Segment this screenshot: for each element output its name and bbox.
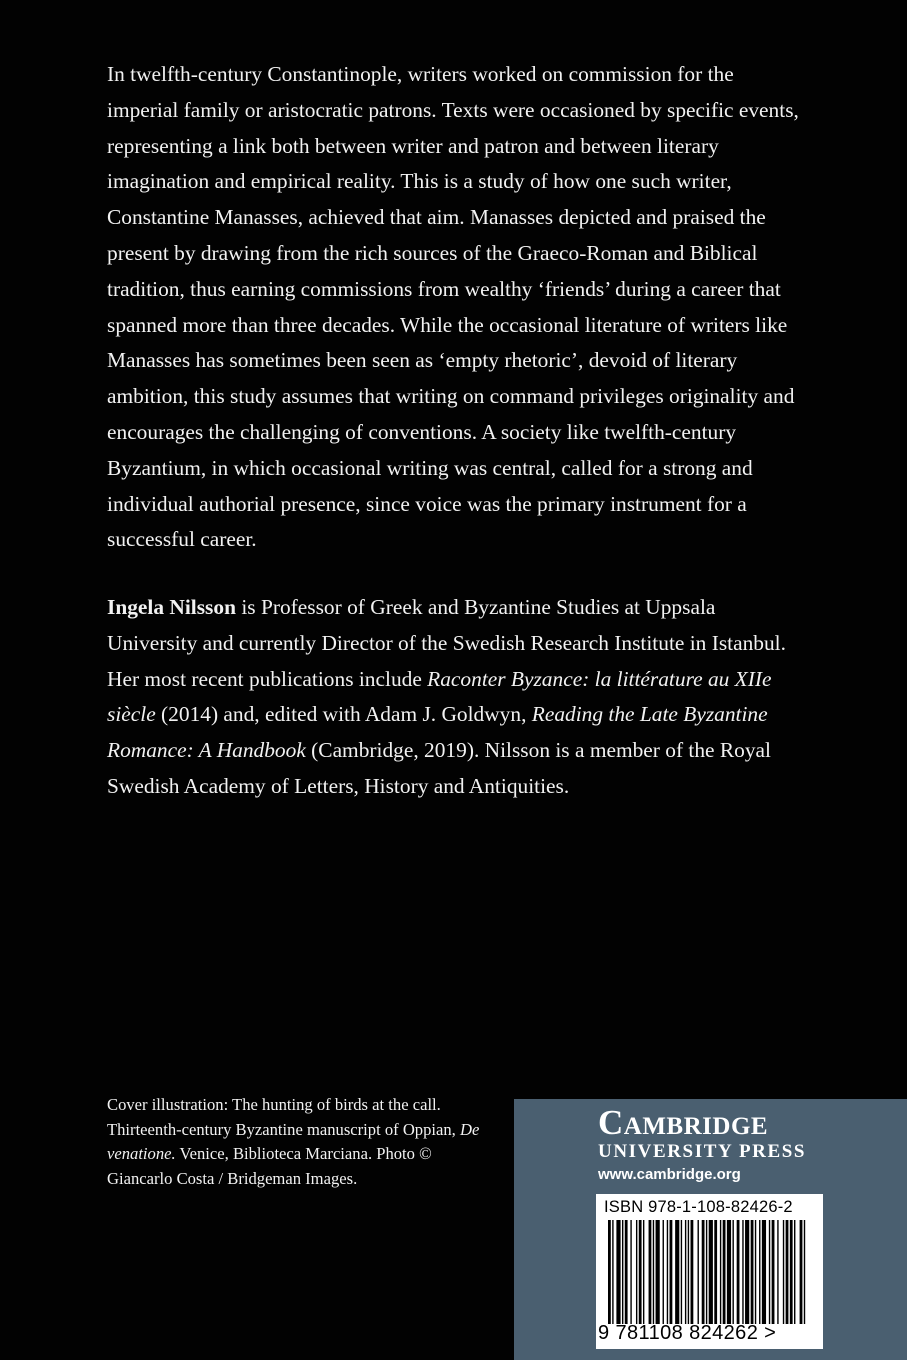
book-description: In twelfth-century Constantinople, writers worked on commission for the imperial family or aristocratic patrons. Texts were occasioned by specific events, representing a link both between writer and patron and between literary imagination and empirical reality. This is a study of how one such writer, Constantine Manasses, achieved that aim. Manasses depicted and praised the present by drawing from the rich sources of the Graeco-Roman and Biblical tradition, thus earning commissions from wealthy ‘friends’ during a career that spanned more than three decades. While the occasional literature of writers like Manasses has sometimes been seen as ‘empty rhetoric’, devoid of literary ambition, this study assumes that writing on command privileges originality and encourages the challenging of conventions. A society like twelfth-century Byzantium, in which occasional writing was central, called for a strong and individual authorial presence, since voice was the primary instrument for a successful career. [107,62,799,552]
barcode-bar-35 [762,1220,766,1324]
barcode-bar-0 [608,1220,611,1324]
barcode-bar-11 [656,1220,660,1324]
publisher-press-label: UNIVERSITY PRESS [598,1141,807,1162]
barcode-bar-6 [636,1220,637,1324]
publisher-url: www.cambridge.org [598,1166,741,1183]
barcode-bar-25 [720,1220,721,1324]
barcode-bar-17 [685,1220,686,1324]
publisher-name: Cambridge [598,1103,769,1142]
barcode-bar-43 [800,1220,803,1324]
cover-credit-text-2: Venice, Biblioteca Marciana. Photo © Giancarlo Costa / Bridgeman Images. [107,1144,432,1188]
barcode-bar-38 [777,1220,778,1324]
barcode-bar-36 [769,1220,770,1324]
barcode-bar-4 [625,1220,628,1324]
barcode-bar-5 [630,1220,631,1324]
barcode-bar-29 [737,1220,740,1324]
barcode-bar-9 [649,1220,652,1324]
author-bio-text-1: is Professor of Greek and Byzantine Studies at Uppsala University and currently Director of the Swedish Research Institute in Istanbul. Her most recent publications include [107,595,786,691]
publisher-box [514,1099,907,1360]
barcode-bar-1 [612,1220,613,1324]
barcode-bars [608,1220,808,1324]
barcode-bar-19 [691,1220,694,1324]
barcode-bar-21 [702,1220,705,1324]
author-bio [107,590,807,805]
ean-digits: 9 781108 824262 > [598,1322,777,1344]
barcode-bar-13 [667,1220,668,1324]
barcode-panel [596,1194,823,1349]
cover-credit-text-1: Cover illustration: The hunting of birds at the call. Thirteenth-century Byzantine manuscript of Oppian, [107,1095,460,1139]
barcode-bar-14 [670,1220,673,1324]
barcode-bar-18 [688,1220,689,1324]
barcode-bar-3 [622,1220,623,1324]
barcode-bar-28 [732,1220,733,1324]
barcode-bar-27 [727,1220,731,1324]
publication-title-2: Reading the Late Byzantine Romance: A Handbook [107,702,768,763]
barcode-bar-7 [639,1220,642,1324]
barcode-bar-24 [714,1220,717,1324]
author-bio-text-2: (2014) and, edited with Adam J. Goldwyn, [155,702,532,727]
barcode-bar-40 [786,1220,789,1324]
barcode-bar-8 [643,1220,644,1324]
barcode-bar-31 [745,1220,749,1324]
barcode-bar-44 [804,1220,805,1324]
barcode-bar-41 [790,1220,793,1324]
isbn-label: ISBN 978-1-108-82426-2 [604,1198,793,1216]
barcode-bar-42 [794,1220,795,1324]
barcode-bar-20 [698,1220,699,1324]
barcode-bar-37 [772,1220,775,1324]
barcode-bar-12 [663,1220,664,1324]
cover-credit-work-title: De venatione. [107,1119,480,1164]
barcode-bar-32 [751,1220,754,1324]
barcode-bar-2 [616,1220,620,1324]
barcode-bar-22 [706,1220,707,1324]
barcode-bar-39 [783,1220,784,1324]
barcode-bar-34 [759,1220,760,1324]
barcode-bar-30 [742,1220,743,1324]
barcode-bar-23 [709,1220,713,1324]
barcode-bar-15 [675,1220,679,1324]
barcode-bar-26 [723,1220,726,1324]
author-name: Ingela Nilsson [107,595,236,619]
barcode-bar-16 [681,1220,682,1324]
author-bio-text-3: (Cambridge, 2019). Nilsson is a member of the Royal Swedish Academy of Letters, History and Antiquities. [107,738,771,798]
publication-title-1: Raconter Byzance: la littérature au XIIe siècle [107,666,772,727]
barcode-bar-10 [653,1220,654,1324]
barcode-bar-33 [755,1220,756,1324]
cover-illustration-credit [107,1093,492,1191]
